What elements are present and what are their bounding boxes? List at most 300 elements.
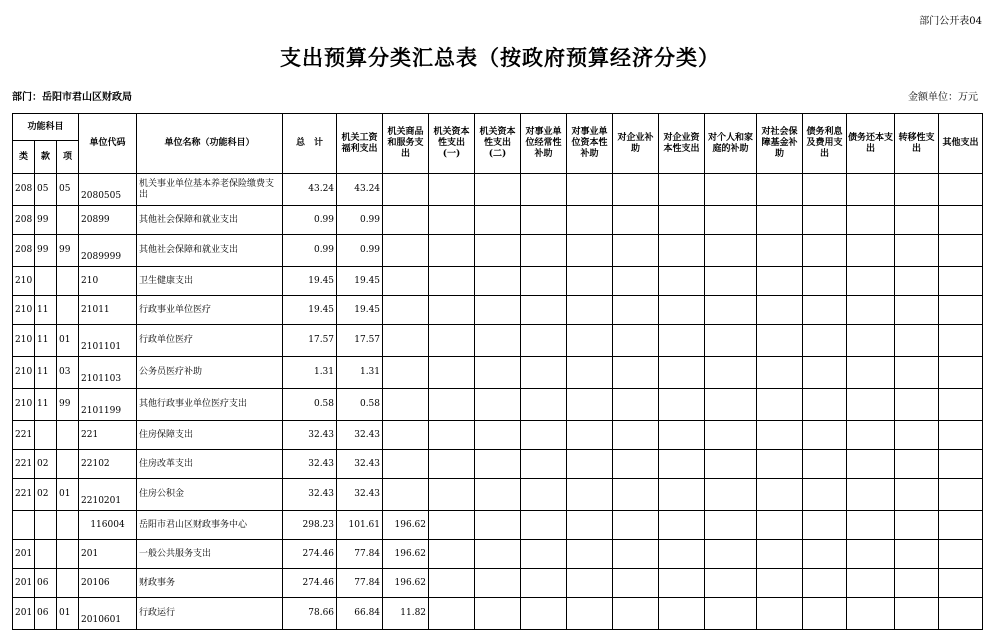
cell-c11	[803, 325, 847, 357]
cell-c8	[659, 235, 705, 267]
cell-c9	[705, 235, 757, 267]
form-number: 部门公开表04	[919, 16, 982, 27]
cell-c14	[939, 389, 983, 421]
cell-c12	[847, 421, 895, 450]
header-name: 单位名称（功能科目）	[137, 114, 283, 174]
header-c12: 债务还本支出	[847, 114, 895, 174]
cell-kuan: 11	[35, 296, 57, 325]
header-xiang: 项	[57, 141, 79, 174]
cell-code: 210	[79, 267, 137, 296]
cell-xiang	[57, 569, 79, 598]
cell-code: 2210201	[79, 479, 137, 511]
cell-code: 20106	[79, 569, 137, 598]
header-c14: 其他支出	[939, 114, 983, 174]
cell-c4	[475, 206, 521, 235]
cell-c14	[939, 267, 983, 296]
cell-c1: 66.84	[337, 598, 383, 630]
cell-lei: 201	[13, 540, 35, 569]
cell-c6	[567, 357, 613, 389]
cell-code: 2101101	[79, 325, 137, 357]
cell-kuan	[35, 540, 57, 569]
cell-name: 财政事务	[137, 569, 283, 598]
header-c4: 机关资本性支出(二)	[475, 114, 521, 174]
header-total: 总 计	[283, 114, 337, 174]
cell-lei: 210	[13, 357, 35, 389]
cell-c9	[705, 598, 757, 630]
cell-c14	[939, 235, 983, 267]
cell-lei: 221	[13, 479, 35, 511]
cell-c8	[659, 389, 705, 421]
cell-c9	[705, 479, 757, 511]
cell-c1: 0.58	[337, 389, 383, 421]
cell-c4	[475, 389, 521, 421]
cell-kuan: 99	[35, 206, 57, 235]
cell-kuan	[35, 421, 57, 450]
cell-c11	[803, 267, 847, 296]
header-kuan: 款	[35, 141, 57, 174]
table-row	[13, 206, 983, 235]
table-row	[13, 479, 983, 511]
cell-c3	[429, 479, 475, 511]
cell-c9	[705, 540, 757, 569]
cell-xiang: 01	[57, 479, 79, 511]
cell-c12	[847, 569, 895, 598]
cell-c5	[521, 598, 567, 630]
cell-c10	[757, 235, 803, 267]
cell-c12	[847, 450, 895, 479]
cell-name: 住房改革支出	[137, 450, 283, 479]
cell-c5	[521, 267, 567, 296]
cell-c9	[705, 206, 757, 235]
cell-c6	[567, 389, 613, 421]
cell-lei: 201	[13, 569, 35, 598]
cell-xiang: 01	[57, 325, 79, 357]
cell-c13	[895, 357, 939, 389]
cell-c1: 19.45	[337, 296, 383, 325]
cell-c13	[895, 450, 939, 479]
cell-c12	[847, 296, 895, 325]
cell-c12	[847, 325, 895, 357]
cell-code: 2101199	[79, 389, 137, 421]
cell-kuan: 06	[35, 569, 57, 598]
cell-c12	[847, 598, 895, 630]
cell-code: 2101103	[79, 357, 137, 389]
cell-name: 其他社会保障和就业支出	[137, 206, 283, 235]
cell-code: 22102	[79, 450, 137, 479]
table-row	[13, 540, 983, 569]
cell-c14	[939, 357, 983, 389]
cell-c13	[895, 389, 939, 421]
cell-name: 住房公积金	[137, 479, 283, 511]
cell-c11	[803, 389, 847, 421]
cell-c6	[567, 421, 613, 450]
cell-c8	[659, 479, 705, 511]
header-c10: 对社会保障基金补助	[757, 114, 803, 174]
cell-code: 20899	[79, 206, 137, 235]
cell-c5	[521, 389, 567, 421]
cell-c8	[659, 569, 705, 598]
cell-c8	[659, 296, 705, 325]
cell-total: 1.31	[283, 357, 337, 389]
cell-c7	[613, 389, 659, 421]
cell-lei	[13, 511, 35, 540]
cell-c6	[567, 450, 613, 479]
cell-c2: 11.82	[383, 598, 429, 630]
cell-c4	[475, 598, 521, 630]
cell-c4	[475, 479, 521, 511]
cell-xiang	[57, 450, 79, 479]
cell-c1: 17.57	[337, 325, 383, 357]
cell-name: 住房保障支出	[137, 421, 283, 450]
cell-c2: 196.62	[383, 511, 429, 540]
cell-c13	[895, 511, 939, 540]
cell-c8	[659, 450, 705, 479]
cell-c7	[613, 598, 659, 630]
cell-c10	[757, 421, 803, 450]
cell-c3	[429, 325, 475, 357]
cell-lei: 221	[13, 421, 35, 450]
cell-lei: 208	[13, 206, 35, 235]
cell-c7	[613, 357, 659, 389]
cell-c8	[659, 511, 705, 540]
header-c11: 债务利息及费用支出	[803, 114, 847, 174]
cell-c1: 1.31	[337, 357, 383, 389]
cell-name: 机关事业单位基本养老保险缴费支出	[137, 174, 283, 206]
cell-c9	[705, 421, 757, 450]
cell-c4	[475, 235, 521, 267]
header-func-group: 功能科目	[13, 114, 79, 141]
cell-c3	[429, 450, 475, 479]
cell-c12	[847, 389, 895, 421]
cell-total: 78.66	[283, 598, 337, 630]
cell-c11	[803, 174, 847, 206]
cell-c1: 101.61	[337, 511, 383, 540]
cell-name: 卫生健康支出	[137, 267, 283, 296]
cell-c6	[567, 569, 613, 598]
cell-c10	[757, 389, 803, 421]
cell-c13	[895, 296, 939, 325]
header-c1: 机关工资福利支出	[337, 114, 383, 174]
cell-c5	[521, 174, 567, 206]
cell-c5	[521, 540, 567, 569]
cell-c12	[847, 206, 895, 235]
cell-c14	[939, 174, 983, 206]
cell-c14	[939, 450, 983, 479]
amount-unit-label: 金额单位：万元	[908, 92, 978, 103]
cell-c12	[847, 174, 895, 206]
cell-c14	[939, 479, 983, 511]
cell-c7	[613, 511, 659, 540]
cell-c2	[383, 479, 429, 511]
cell-total: 0.58	[283, 389, 337, 421]
cell-c9	[705, 389, 757, 421]
cell-c1: 19.45	[337, 267, 383, 296]
cell-name: 行政单位医疗	[137, 325, 283, 357]
cell-c13	[895, 174, 939, 206]
cell-c7	[613, 540, 659, 569]
header-c7: 对企业补助	[613, 114, 659, 174]
header-c3: 机关资本性支出(一)	[429, 114, 475, 174]
cell-c12	[847, 267, 895, 296]
cell-c7	[613, 421, 659, 450]
cell-c10	[757, 325, 803, 357]
cell-lei: 221	[13, 450, 35, 479]
cell-c7	[613, 267, 659, 296]
cell-c11	[803, 235, 847, 267]
cell-c5	[521, 511, 567, 540]
cell-c2	[383, 235, 429, 267]
cell-c5	[521, 235, 567, 267]
cell-c9	[705, 357, 757, 389]
cell-c2	[383, 357, 429, 389]
cell-c11	[803, 421, 847, 450]
cell-c7	[613, 296, 659, 325]
cell-c2	[383, 206, 429, 235]
cell-c9	[705, 569, 757, 598]
cell-lei: 201	[13, 598, 35, 630]
cell-c1: 0.99	[337, 206, 383, 235]
cell-c5	[521, 296, 567, 325]
cell-c7	[613, 235, 659, 267]
cell-c14	[939, 296, 983, 325]
page-title: 支出预算分类汇总表（按政府预算经济分类）	[280, 45, 720, 70]
cell-c4	[475, 511, 521, 540]
cell-c13	[895, 267, 939, 296]
cell-c4	[475, 357, 521, 389]
cell-c8	[659, 267, 705, 296]
cell-c5	[521, 325, 567, 357]
cell-c14	[939, 421, 983, 450]
cell-c9	[705, 174, 757, 206]
cell-total: 32.43	[283, 479, 337, 511]
cell-total: 43.24	[283, 174, 337, 206]
cell-c6	[567, 174, 613, 206]
cell-c2	[383, 174, 429, 206]
cell-c13	[895, 235, 939, 267]
cell-xiang	[57, 421, 79, 450]
cell-total: 19.45	[283, 267, 337, 296]
cell-kuan	[35, 267, 57, 296]
cell-c10	[757, 540, 803, 569]
cell-c1: 32.43	[337, 450, 383, 479]
cell-c6	[567, 540, 613, 569]
header-code: 单位代码	[79, 114, 137, 174]
cell-name: 一般公共服务支出	[137, 540, 283, 569]
cell-name: 行政运行	[137, 598, 283, 630]
cell-c13	[895, 479, 939, 511]
cell-c11	[803, 540, 847, 569]
cell-c11	[803, 479, 847, 511]
table-row	[13, 421, 983, 450]
cell-name: 行政事业单位医疗	[137, 296, 283, 325]
cell-c12	[847, 357, 895, 389]
cell-c14	[939, 206, 983, 235]
cell-c3	[429, 389, 475, 421]
cell-c4	[475, 569, 521, 598]
cell-name: 岳阳市君山区财政事务中心	[137, 511, 283, 540]
table-row	[13, 511, 983, 540]
cell-c2	[383, 450, 429, 479]
cell-c11	[803, 296, 847, 325]
table-row	[13, 296, 983, 325]
table-row	[13, 174, 983, 206]
cell-c4	[475, 296, 521, 325]
cell-c4	[475, 540, 521, 569]
cell-c11	[803, 511, 847, 540]
cell-kuan: 02	[35, 450, 57, 479]
header-c8: 对企业资本性支出	[659, 114, 705, 174]
cell-c12	[847, 479, 895, 511]
cell-c11	[803, 569, 847, 598]
cell-c14	[939, 511, 983, 540]
cell-c3	[429, 421, 475, 450]
cell-total: 0.99	[283, 206, 337, 235]
cell-total: 32.43	[283, 450, 337, 479]
cell-c4	[475, 174, 521, 206]
cell-kuan: 05	[35, 174, 57, 206]
cell-c5	[521, 357, 567, 389]
cell-c10	[757, 206, 803, 235]
table-row	[13, 598, 983, 630]
cell-xiang	[57, 206, 79, 235]
cell-c2	[383, 325, 429, 357]
table-row	[13, 389, 983, 421]
cell-xiang: 03	[57, 357, 79, 389]
cell-c12	[847, 235, 895, 267]
cell-c10	[757, 598, 803, 630]
cell-c1: 32.43	[337, 421, 383, 450]
cell-kuan: 99	[35, 235, 57, 267]
header-c9: 对个人和家庭的补助	[705, 114, 757, 174]
cell-kuan	[35, 511, 57, 540]
budget-table	[12, 113, 983, 630]
cell-c9	[705, 325, 757, 357]
cell-c1: 0.99	[337, 235, 383, 267]
cell-c8	[659, 325, 705, 357]
cell-c2: 196.62	[383, 569, 429, 598]
cell-c11	[803, 357, 847, 389]
cell-c2	[383, 267, 429, 296]
cell-c3	[429, 357, 475, 389]
cell-c6	[567, 296, 613, 325]
cell-c13	[895, 206, 939, 235]
cell-xiang: 99	[57, 235, 79, 267]
cell-total: 274.46	[283, 569, 337, 598]
header-c13: 转移性支出	[895, 114, 939, 174]
department-label: 部门：岳阳市君山区财政局	[12, 92, 132, 103]
cell-c10	[757, 569, 803, 598]
cell-c9	[705, 296, 757, 325]
cell-c6	[567, 206, 613, 235]
cell-c5	[521, 421, 567, 450]
cell-c14	[939, 598, 983, 630]
cell-name: 公务员医疗补助	[137, 357, 283, 389]
cell-c8	[659, 540, 705, 569]
cell-c9	[705, 511, 757, 540]
cell-total: 32.43	[283, 421, 337, 450]
cell-kuan: 11	[35, 357, 57, 389]
cell-xiang	[57, 511, 79, 540]
cell-total: 19.45	[283, 296, 337, 325]
cell-c10	[757, 174, 803, 206]
cell-c10	[757, 357, 803, 389]
cell-c10	[757, 511, 803, 540]
cell-c7	[613, 325, 659, 357]
cell-xiang: 99	[57, 389, 79, 421]
cell-c8	[659, 174, 705, 206]
cell-c13	[895, 598, 939, 630]
cell-c11	[803, 206, 847, 235]
cell-c3	[429, 206, 475, 235]
cell-c7	[613, 479, 659, 511]
cell-c10	[757, 267, 803, 296]
cell-lei: 210	[13, 325, 35, 357]
cell-c13	[895, 540, 939, 569]
cell-c10	[757, 479, 803, 511]
cell-c2	[383, 421, 429, 450]
header-c6: 对事业单位资本性补助	[567, 114, 613, 174]
table-row	[13, 325, 983, 357]
cell-xiang	[57, 540, 79, 569]
cell-code: 116004	[79, 511, 137, 540]
cell-c3	[429, 569, 475, 598]
cell-c8	[659, 357, 705, 389]
cell-c5	[521, 569, 567, 598]
cell-c3	[429, 235, 475, 267]
cell-c4	[475, 325, 521, 357]
table-row	[13, 267, 983, 296]
cell-c3	[429, 174, 475, 206]
cell-c3	[429, 540, 475, 569]
cell-c2: 196.62	[383, 540, 429, 569]
cell-c5	[521, 450, 567, 479]
cell-c8	[659, 206, 705, 235]
cell-c9	[705, 267, 757, 296]
cell-name: 其他行政事业单位医疗支出	[137, 389, 283, 421]
cell-c13	[895, 325, 939, 357]
cell-lei: 208	[13, 235, 35, 267]
cell-c3	[429, 267, 475, 296]
cell-c7	[613, 569, 659, 598]
cell-c11	[803, 450, 847, 479]
cell-kuan: 11	[35, 325, 57, 357]
cell-c8	[659, 421, 705, 450]
cell-kuan: 06	[35, 598, 57, 630]
cell-c6	[567, 235, 613, 267]
cell-c13	[895, 421, 939, 450]
cell-lei: 210	[13, 267, 35, 296]
cell-c14	[939, 569, 983, 598]
cell-xiang: 01	[57, 598, 79, 630]
cell-c1: 77.84	[337, 569, 383, 598]
cell-c3	[429, 296, 475, 325]
cell-c3	[429, 598, 475, 630]
cell-c9	[705, 450, 757, 479]
cell-c6	[567, 267, 613, 296]
cell-c13	[895, 569, 939, 598]
cell-c1: 77.84	[337, 540, 383, 569]
cell-c7	[613, 174, 659, 206]
cell-c2	[383, 389, 429, 421]
cell-lei: 210	[13, 296, 35, 325]
cell-c4	[475, 267, 521, 296]
cell-code: 221	[79, 421, 137, 450]
cell-c6	[567, 479, 613, 511]
table-row	[13, 569, 983, 598]
cell-lei: 210	[13, 389, 35, 421]
cell-total: 274.46	[283, 540, 337, 569]
cell-xiang	[57, 267, 79, 296]
